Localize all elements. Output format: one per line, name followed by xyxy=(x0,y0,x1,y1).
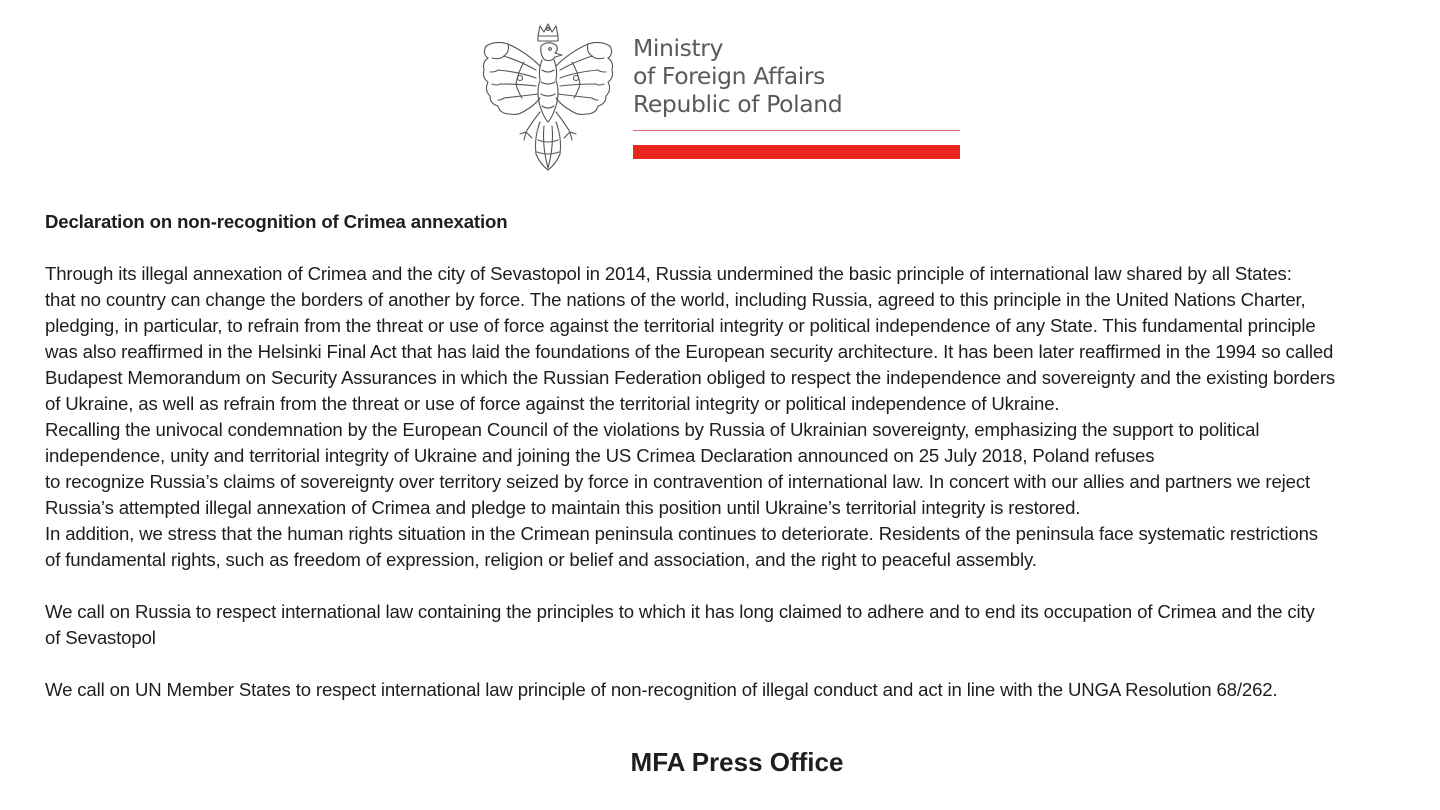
paragraph-1 xyxy=(45,261,1415,417)
letterhead-thin-rule xyxy=(633,130,960,131)
letterhead-red-bar xyxy=(633,145,960,159)
signature: MFA Press Office xyxy=(630,747,844,777)
ministry-name-line-2: of Foreign Affairs xyxy=(633,62,826,90)
text-line: Russia’s attempted illegal annexation of Crimea and pledge to maintain this position until Ukraine’s territorial integrity is restored. xyxy=(45,497,1081,518)
text-line: pledging, in particular, to refrain from the threat or use of force against the territorial integrity or political independence of any State. This fundamental principle xyxy=(45,315,1316,336)
paragraph-2 xyxy=(45,417,1415,521)
declaration-body xyxy=(45,209,1415,703)
ministry-name-line-3: Republic of Poland xyxy=(633,90,843,118)
declaration-title: Declaration on non-recognition of Crimea annexation xyxy=(45,211,508,232)
text-line: of Ukraine, as well as refrain from the threat or use of force against the territorial integrity or political independence of Ukraine. xyxy=(45,393,1060,414)
text-line: We call on UN Member States to respect international law principle of non-recognition of illegal conduct and act in line with the UNGA Resolution 68/262. xyxy=(45,679,1278,700)
paragraph-gap xyxy=(45,651,1415,677)
text-line: Through its illegal annexation of Crimea and the city of Sevastopol in 2014, Russia undermined the basic principle of international law shared by all States: xyxy=(45,263,1292,284)
text-line: independence, unity and territorial integrity of Ukraine and joining the US Crimea Declaration announced on 25 July 2018, Poland refuses xyxy=(45,445,1155,466)
polish-white-eagle-emblem-icon xyxy=(478,22,618,172)
paragraph-gap xyxy=(45,235,1415,261)
paragraph-3 xyxy=(45,521,1415,573)
paragraph-5 xyxy=(45,677,1415,703)
text-line: Budapest Memorandum on Security Assurances in which the Russian Federation obliged to respect the independence and sovereignty and the existing borders xyxy=(45,367,1336,388)
text-line: We call on Russia to respect international law containing the principles to which it has long claimed to adhere and to end its occupation of Crimea and the city xyxy=(45,601,1315,622)
text-line: In addition, we stress that the human rights situation in the Crimean peninsula continues to deteriorate. Residents of the peninsula face systematic restrictions xyxy=(45,523,1318,544)
paragraph-4 xyxy=(45,599,1415,651)
paragraph-gap xyxy=(45,573,1415,599)
ministry-name xyxy=(633,34,842,118)
ministry-name-line-1: Ministry xyxy=(633,34,724,62)
text-line: Recalling the univocal condemnation by the European Council of the violations by Russia of Ukrainian sovereignty, emphasizing the support to political xyxy=(45,419,1260,440)
text-line: to recognize Russia’s claims of sovereignty over territory seized by force in contravention of international law. In concert with our allies and partners we reject xyxy=(45,471,1310,492)
text-line: that no country can change the borders of another by force. The nations of the world, including Russia, agreed to this principle in the United Nations Charter, xyxy=(45,289,1306,310)
text-line: was also reaffirmed in the Helsinki Final Act that has laid the foundations of the European security architecture. It has been later reaffirmed in the 1994 so called xyxy=(45,341,1334,362)
letterhead xyxy=(478,22,962,174)
text-line: of Sevastopol xyxy=(45,627,156,648)
text-line: of fundamental rights, such as freedom of expression, religion or belief and association, and the right to peaceful assembly. xyxy=(45,549,1037,570)
